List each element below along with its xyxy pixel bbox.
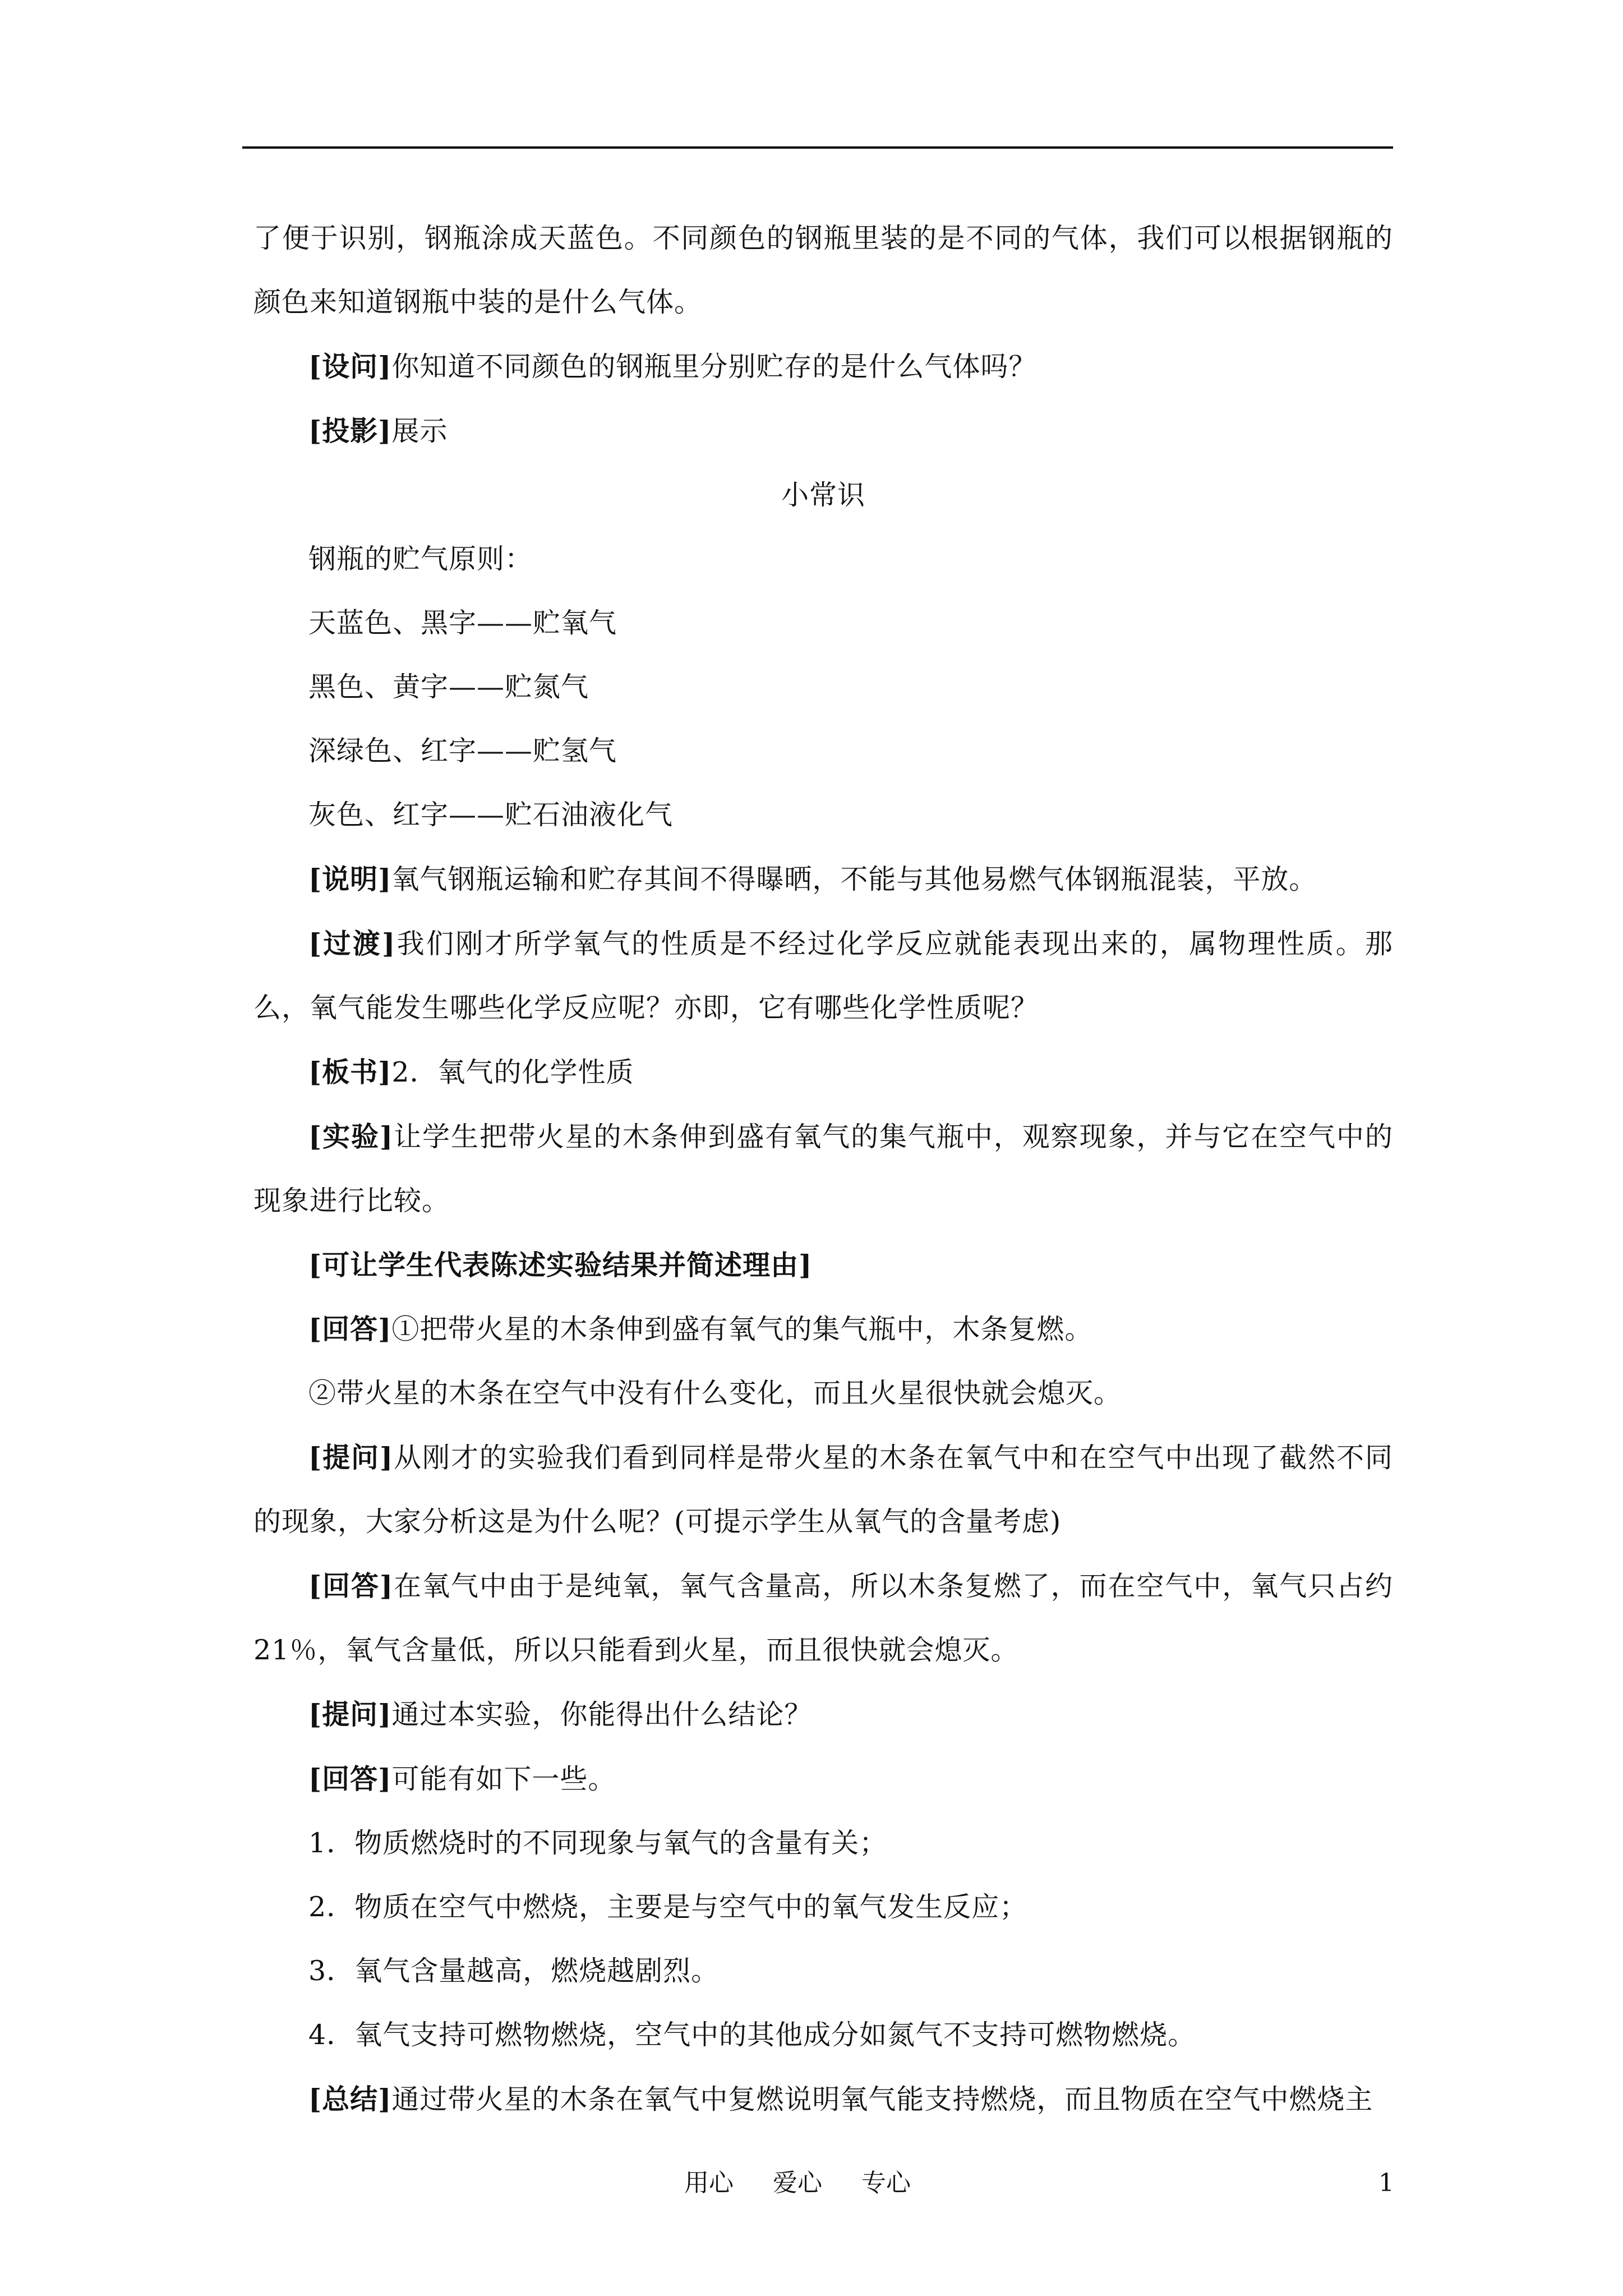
paragraph-tag: [回答] bbox=[308, 1763, 392, 1795]
paragraph-text: 2．物质在空气中燃烧，主要是与空气中的氧气发生反应； bbox=[308, 1891, 1028, 1923]
paragraph-text: 氧气钢瓶运输和贮存其间不得曝晒，不能与其他易燃气体钢瓶混装，平放。 bbox=[391, 863, 1317, 895]
paragraph-text: 2．氧气的化学性质 bbox=[391, 1056, 634, 1088]
paragraph bbox=[253, 1554, 1393, 1682]
header-rule bbox=[242, 146, 1393, 149]
paragraph-text: 灰色、红字——贮石油液化气 bbox=[308, 799, 674, 831]
paragraph-text: 你知道不同颜色的钢瓶里分别贮存的是什么气体吗？ bbox=[391, 351, 1037, 383]
paragraph bbox=[253, 1875, 1393, 1939]
paragraph-tag: [设问] bbox=[308, 350, 392, 383]
paragraph-text: 从刚才的实验我们看到同样是带火星的木条在氧气中和在空气中出现了截然不同的现象，大家分析这是为什么呢？(可提示学生从氧气的含量考虑) bbox=[253, 1442, 1393, 1538]
paragraph bbox=[253, 334, 1393, 399]
paragraph bbox=[253, 399, 1393, 463]
paragraph bbox=[253, 206, 1393, 334]
paragraph bbox=[253, 1361, 1393, 1425]
paragraph-tag: [实验] bbox=[308, 1120, 394, 1153]
paragraph bbox=[253, 1682, 1393, 1747]
paragraph-text: 让学生把带火星的木条伸到盛有氧气的集气瓶中，观察现象，并与它在空气中的现象进行比较。 bbox=[253, 1121, 1393, 1217]
paragraph-text: 1．物质燃烧时的不同现象与氧气的含量有关； bbox=[308, 1827, 888, 1859]
paragraph-tag: [投影] bbox=[308, 415, 392, 447]
paragraph-text: ①把带火星的木条伸到盛有氧气的集气瓶中，木条复燃。 bbox=[391, 1313, 1093, 1345]
paragraph bbox=[253, 912, 1393, 1040]
paragraph-text: 小常识 bbox=[781, 479, 865, 511]
paragraph-text: 通过本实验，你能得出什么结论？ bbox=[391, 1699, 813, 1731]
paragraph bbox=[253, 527, 1393, 591]
paragraph bbox=[253, 2003, 1393, 2067]
footer-motto-word: 爱心 bbox=[773, 2169, 822, 2197]
paragraph-text: 钢瓶的贮气原则： bbox=[308, 543, 533, 575]
paragraph bbox=[253, 1425, 1393, 1554]
paragraph bbox=[253, 719, 1393, 783]
paragraph-tag: [总结] bbox=[308, 2083, 392, 2115]
paragraph-text: 黑色、黄字——贮氮气 bbox=[308, 671, 589, 703]
paragraph-tag: [说明] bbox=[308, 863, 392, 895]
paragraph-text: [可让学生代表陈述实验结果并简述理由] bbox=[308, 1249, 813, 1281]
paragraph-text: 天蓝色、黑字——贮氧气 bbox=[308, 607, 617, 639]
paragraph bbox=[253, 1105, 1393, 1233]
paragraph bbox=[253, 1811, 1393, 1875]
paragraph-text: 可能有如下一些。 bbox=[391, 1763, 616, 1795]
paragraph bbox=[253, 591, 1393, 655]
paragraph bbox=[253, 1040, 1393, 1105]
paragraph-text: 通过带火星的木条在氧气中复燃说明氧气能支持燃烧，而且物质在空气中燃烧主 bbox=[391, 2083, 1373, 2115]
paragraph-text: 了便于识别，钢瓶涂成天蓝色。不同颜色的钢瓶里装的是不同的气体，我们可以根据钢瓶的颜色来知道钢瓶中装的是什么气体。 bbox=[253, 222, 1393, 318]
paragraph bbox=[253, 1297, 1393, 1361]
paragraph-text: 展示 bbox=[391, 415, 448, 447]
paragraph bbox=[253, 655, 1393, 719]
footer-motto-word: 用心 bbox=[684, 2169, 734, 2197]
paragraph-text: 我们刚才所学氧气的性质是不经过化学反应就能表现出来的，属物理性质。那么，氧气能发生哪些化学反应呢？亦即，它有哪些化学性质呢？ bbox=[253, 928, 1393, 1024]
footer-motto bbox=[684, 2166, 950, 2200]
paragraph-text: ②带火星的木条在空气中没有什么变化，而且火星很快就会熄灭。 bbox=[308, 1377, 1122, 1409]
footer-motto-word: 专心 bbox=[861, 2169, 911, 2197]
paragraph bbox=[253, 1747, 1393, 1811]
paragraph bbox=[253, 1233, 1393, 1297]
paragraph-tag: [提问] bbox=[308, 1698, 392, 1731]
paragraph-text: 在氧气中由于是纯氧，氧气含量高，所以木条复燃了，而在空气中，氧气只占约21％，氧气含量低，所以只能看到火星，而且很快就会熄灭。 bbox=[253, 1570, 1393, 1666]
page-number: 1 bbox=[1378, 2169, 1394, 2197]
paragraph-text: 4．氧气支持可燃物燃烧，空气中的其他成分如氮气不支持可燃物燃烧。 bbox=[308, 2019, 1196, 2051]
paragraph-tag: [回答] bbox=[308, 1313, 392, 1345]
paragraph bbox=[253, 1939, 1393, 2003]
document-body bbox=[253, 206, 1393, 2132]
paragraph bbox=[253, 463, 1393, 527]
paragraph bbox=[253, 847, 1393, 912]
paragraph-tag: [过渡] bbox=[308, 927, 396, 960]
paragraph-tag: [回答] bbox=[308, 1570, 394, 1602]
paragraph-text: 深绿色、红字——贮氢气 bbox=[308, 735, 617, 767]
paragraph bbox=[253, 783, 1393, 847]
paragraph-tag: [提问] bbox=[308, 1441, 394, 1474]
paragraph-tag: [板书] bbox=[308, 1056, 392, 1088]
paragraph bbox=[253, 2067, 1393, 2132]
paragraph-text: 3．氧气含量越高，燃烧越剧烈。 bbox=[308, 1955, 720, 1987]
